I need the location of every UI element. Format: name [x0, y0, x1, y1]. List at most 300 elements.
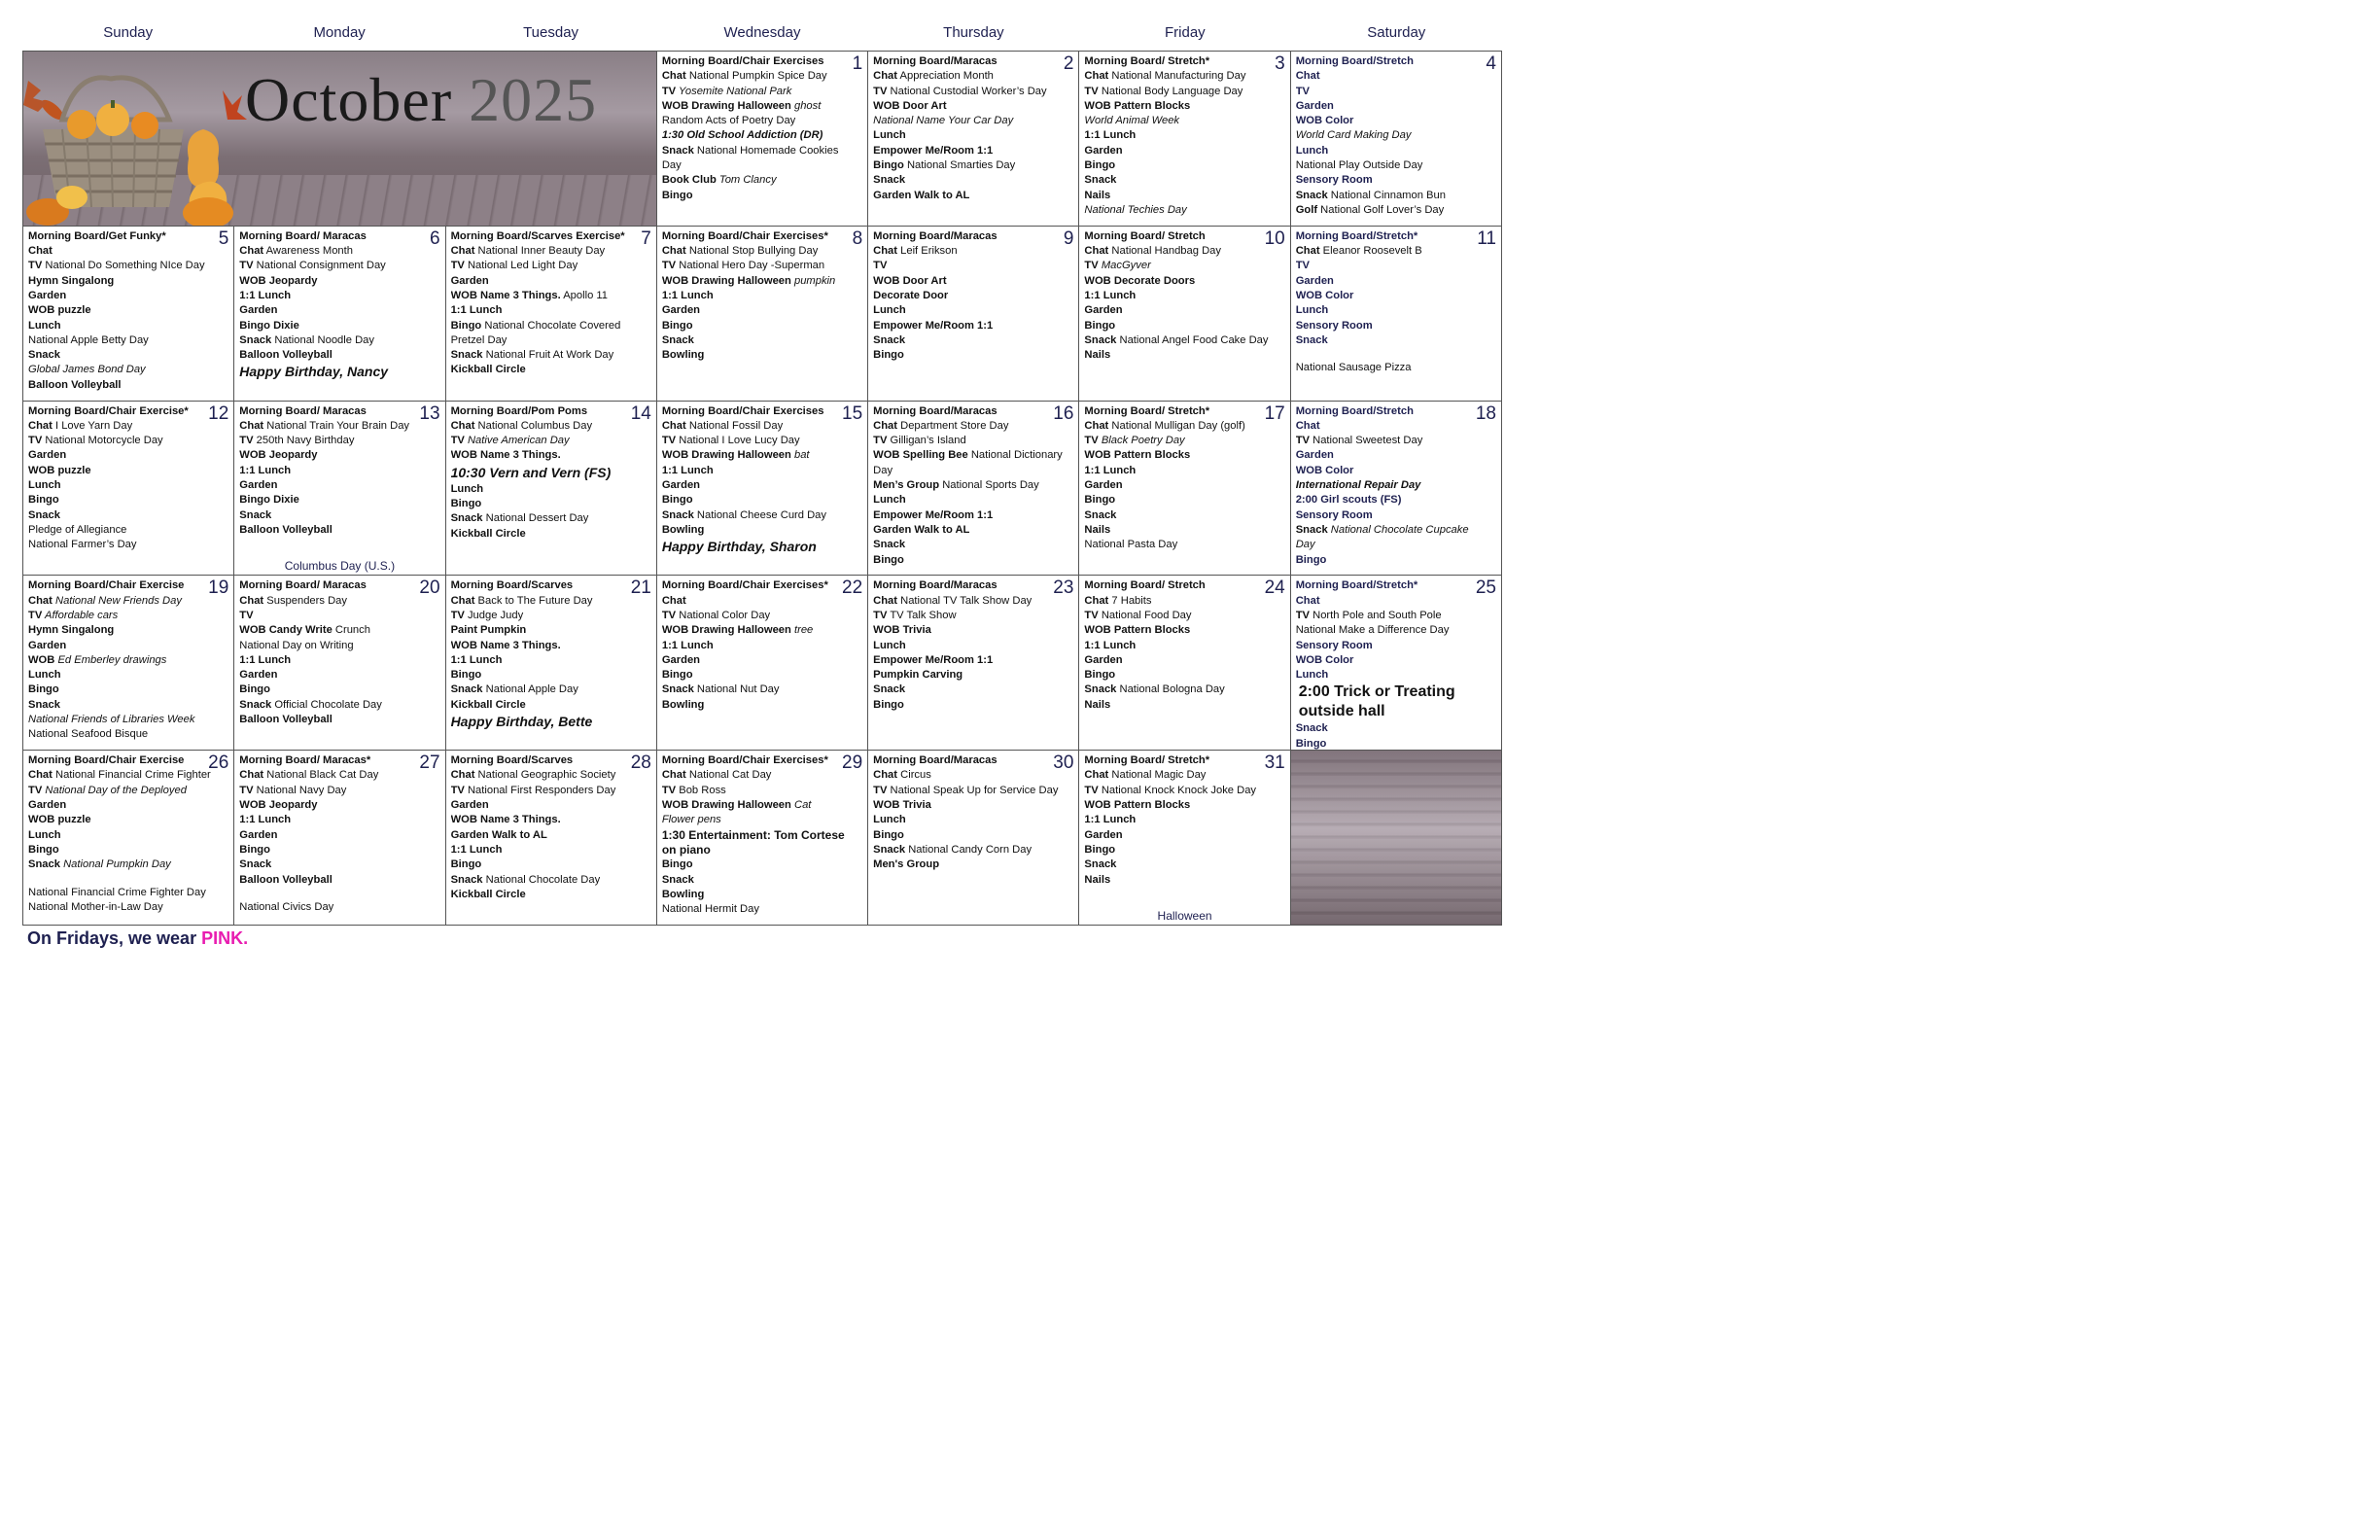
- footer-highlight: PINK.: [201, 928, 249, 948]
- activity-name: Snack: [661, 144, 694, 157]
- activity-name: Lunch: [873, 494, 906, 507]
- activity-name: Morning Board/Maracas: [873, 579, 998, 592]
- activity-line: [451, 623, 656, 638]
- activity-name: Snack: [661, 683, 694, 696]
- activity-name: Lunch: [873, 814, 906, 826]
- activity-line: [239, 434, 444, 448]
- activity-line: [1084, 419, 1289, 434]
- activity-name: Garden: [239, 828, 278, 841]
- activity-name: Snack: [239, 698, 272, 711]
- activity-name: Morning Board/ Maracas: [239, 404, 367, 417]
- activity-line: [1084, 873, 1289, 888]
- activity-name: TV: [450, 609, 465, 621]
- activity-line: [873, 54, 1078, 69]
- observance-text: National Handbag Day: [1108, 245, 1221, 258]
- activity-name: Morning Board/Stretch: [1295, 404, 1414, 417]
- observance-text: National Financial Crime Fighter Day: [28, 886, 206, 898]
- activity-line: [1084, 784, 1289, 798]
- activity-line: [28, 784, 233, 798]
- activity-name: Snack: [1084, 174, 1117, 187]
- observance-text: National Apple Day: [482, 683, 578, 696]
- activity-name: Kickball Circle: [450, 888, 526, 900]
- activity-line: [239, 698, 444, 713]
- activity-name: Chat: [28, 245, 52, 258]
- day-number: 3: [1275, 53, 1285, 74]
- activity-line: [239, 753, 444, 768]
- activity-line: [1084, 478, 1289, 493]
- observance-text: National Consignment Day: [253, 260, 386, 272]
- activity-name: Bingo: [661, 669, 693, 682]
- activity-name: WOB Color: [1295, 464, 1354, 476]
- activity-line: [451, 363, 656, 377]
- day-number: 26: [208, 752, 229, 774]
- activity-name: 1:1 Lunch: [239, 814, 292, 826]
- activity-line: [239, 303, 444, 318]
- activity-name: Snack: [661, 508, 694, 521]
- activity-name: Lunch: [873, 129, 906, 142]
- activity-name: Morning Board/ Stretch*: [1084, 404, 1210, 417]
- activity-line: [451, 858, 656, 872]
- activity-name: Bingo: [28, 494, 59, 507]
- observance-text: National Knock Knock Joke Day: [1098, 784, 1257, 796]
- activity-line: [873, 319, 1078, 333]
- activity-name: 1:1 Lunch: [239, 653, 292, 666]
- activity-line: [662, 843, 867, 858]
- activity-name: Chat: [1084, 769, 1109, 782]
- observance-text: Eleanor Roosevelt B: [1319, 245, 1422, 258]
- activity-name: 1:1 Lunch: [239, 464, 292, 476]
- activity-line: [239, 259, 444, 273]
- observance-italic: Ed Emberley drawings: [54, 653, 167, 666]
- activity-name: Chat: [1295, 419, 1320, 432]
- activity-line: [451, 511, 656, 526]
- observance-italic: bat: [790, 449, 810, 462]
- activity-line: [662, 858, 867, 872]
- activity-name: Garden: [450, 274, 489, 287]
- activity-line: [873, 609, 1078, 623]
- day-cell: [23, 576, 234, 751]
- observance-italic: Native American Day: [464, 435, 570, 447]
- activity-name: TV: [28, 609, 43, 621]
- weekday-sunday: Sunday: [103, 24, 154, 41]
- observance-text: National Hermit Day: [661, 903, 759, 916]
- activity-name: WOB Candy Write: [239, 624, 332, 637]
- activity-line: [28, 244, 233, 259]
- observance-text: National Black Cat Day: [263, 769, 379, 782]
- activity-line: [662, 85, 867, 99]
- observance-italic: ghost: [790, 99, 822, 112]
- activity-line: [1296, 361, 1501, 375]
- activity-line: [28, 609, 233, 623]
- activity-name: Book Club: [661, 174, 717, 187]
- activity-line: [239, 813, 444, 827]
- observance-italic: Cat: [790, 799, 812, 812]
- activity-line: [451, 682, 656, 697]
- activity-name: WOB Drawing Halloween: [661, 99, 791, 112]
- activity-name: WOB Jeopardy: [239, 449, 318, 462]
- observance-text: National Sweetest Day: [1310, 435, 1423, 447]
- activity-line: [1296, 259, 1501, 273]
- activity-name: Bingo: [1084, 319, 1116, 332]
- activity-name: 1:1 Lunch: [239, 289, 292, 301]
- activity-name: Chat: [873, 769, 898, 782]
- activity-line: [873, 578, 1078, 593]
- day-cell: [1079, 227, 1290, 402]
- activity-line: [1084, 508, 1289, 523]
- activity-name: Garden: [239, 304, 278, 317]
- activity-line: [662, 274, 867, 289]
- activity-line: [239, 639, 444, 653]
- observance-text: TV Talk Show: [887, 609, 957, 621]
- activity-name: Chat: [28, 419, 52, 432]
- activity-line: [1084, 128, 1289, 143]
- activity-name: Snack: [1084, 508, 1117, 521]
- activity-name: TV: [1084, 784, 1099, 796]
- activity-line: [873, 828, 1078, 843]
- activity-line: [1084, 54, 1289, 69]
- observance-italic: National Chocolate Cupcake: [1327, 523, 1469, 536]
- activity-line: [1296, 594, 1501, 609]
- activity-line: [1084, 189, 1289, 203]
- activity-name: Bingo: [1084, 159, 1116, 172]
- activity-name: Morning Board/Stretch*: [1295, 229, 1418, 242]
- activity-line: [28, 886, 233, 900]
- activity-line: [1296, 721, 1501, 736]
- activity-line: [451, 244, 656, 259]
- activity-line: [28, 274, 233, 289]
- observance-text: National Seafood Bisque: [28, 728, 149, 741]
- activity-line: [662, 813, 867, 827]
- activity-line: [1296, 85, 1501, 99]
- activity-line: [873, 753, 1078, 768]
- activity-name: WOB Spelling Bee: [873, 449, 968, 462]
- activity-name: Bowling: [661, 349, 705, 362]
- activity-line: [1084, 303, 1289, 318]
- activity-line: [1296, 333, 1501, 348]
- observance-text: National Color Day: [676, 609, 771, 621]
- observance-text: National Fruit At Work Day: [482, 349, 614, 362]
- activity-name: Snack: [873, 333, 906, 346]
- day-cell: [657, 52, 868, 227]
- observance-text: 7 Habits: [1108, 594, 1152, 607]
- activity-line: [1084, 203, 1289, 218]
- activity-line: [873, 333, 1078, 348]
- activity-line: [1296, 419, 1501, 434]
- activity-line: [662, 229, 867, 244]
- activity-name: Bingo: [873, 553, 904, 566]
- activity-name: TV: [873, 85, 888, 97]
- activity-line: [1084, 753, 1289, 768]
- activity-name: Morning Board/Stretch*: [1295, 579, 1418, 592]
- activity-line: [239, 419, 444, 434]
- activity-name: Balloon Volleyball: [239, 523, 332, 536]
- activity-line: [451, 798, 656, 813]
- activity-line: [873, 259, 1078, 273]
- activity-line: [662, 888, 867, 902]
- activity-line: [1084, 99, 1289, 114]
- observance-text: National Golf Lover’s Day: [1317, 203, 1445, 216]
- activity-line: [28, 653, 233, 668]
- activity-name: Chat: [239, 419, 264, 432]
- observance-text: Bob Ross: [676, 784, 726, 796]
- observance-text: National First Responders Day: [464, 784, 616, 796]
- observance-text: National Angel Food Cake Day: [1116, 333, 1269, 346]
- observance-text: Day: [661, 159, 682, 172]
- activity-line: [662, 99, 867, 114]
- activity-line: [873, 784, 1078, 798]
- activity-name: TV: [450, 784, 465, 796]
- observance-text: National Cat Day: [685, 769, 772, 782]
- activity-line: [28, 813, 233, 827]
- day-number: 17: [1264, 402, 1285, 424]
- activity-line: [239, 478, 444, 493]
- observance-text: National Homemade Cookies: [693, 144, 839, 157]
- day-cell: [657, 402, 868, 577]
- activity-name: Chat: [873, 245, 898, 258]
- activity-name: Bingo: [1084, 494, 1116, 507]
- observance-text: National Day on Writing: [239, 639, 354, 651]
- activity-line: [239, 578, 444, 593]
- activity-name: Snack: [1295, 523, 1328, 536]
- observance-italic: National Friends of Libraries Week: [28, 714, 195, 726]
- activity-name: Sensory Room: [1295, 508, 1373, 521]
- activity-line: [1296, 69, 1501, 84]
- highlight-event: Happy Birthday, Nancy: [239, 364, 389, 380]
- activity-name: WOB puzzle: [28, 304, 91, 317]
- activity-name: 1:1 Lunch: [1084, 129, 1137, 142]
- activity-line: [28, 378, 233, 393]
- activity-name: Bingo: [661, 494, 693, 507]
- activity-name: 1:1 Lunch: [450, 843, 503, 856]
- activity-name: Bingo: [239, 843, 270, 856]
- activity-line: [1084, 623, 1289, 638]
- activity-name: Garden: [661, 304, 701, 317]
- activity-name: Snack: [450, 512, 483, 525]
- activity-name: Garden: [661, 653, 701, 666]
- activity-name: WOB Drawing Halloween: [661, 799, 791, 812]
- activity-line: [662, 768, 867, 783]
- day-cell: [446, 751, 657, 926]
- activity-name: Golf: [1295, 203, 1318, 216]
- activity-line: [28, 419, 233, 434]
- pumpkin-basket-illustration: [23, 52, 247, 227]
- activity-line: [1084, 493, 1289, 508]
- activity-name: WOB Name 3 Things.: [450, 289, 561, 301]
- activity-name: WOB: [28, 653, 55, 666]
- activity-name: TV: [661, 260, 677, 272]
- activity-line: [662, 114, 867, 128]
- activity-line: [873, 653, 1078, 668]
- activity-name: Bingo: [1084, 669, 1116, 682]
- activity-name: TV: [1084, 609, 1099, 621]
- activity-name: Morning Board/Scarves: [450, 579, 574, 592]
- observance-text: National I Love Lucy Day: [676, 435, 800, 447]
- activity-name: Morning Board/Chair Exercises: [661, 404, 824, 417]
- day-number: 18: [1475, 402, 1496, 424]
- activity-line: [451, 698, 656, 713]
- activity-line: [873, 478, 1078, 493]
- activity-name: Lunch: [1295, 144, 1329, 157]
- activity-name: Snack: [450, 873, 483, 886]
- activity-line: [1084, 523, 1289, 538]
- activity-line: [451, 289, 656, 303]
- activity-line: [239, 609, 444, 623]
- activity-line: [451, 333, 656, 348]
- activity-name: Bowling: [661, 523, 705, 536]
- day-cell: [1079, 402, 1290, 577]
- activity-name: Morning Board/ Maracas*: [239, 754, 371, 767]
- activity-name: Snack: [239, 858, 272, 871]
- activity-name: TV: [873, 784, 888, 796]
- day-number: 13: [419, 402, 440, 424]
- day-number: 29: [842, 752, 863, 774]
- activity-line: [662, 873, 867, 888]
- activity-line: [451, 768, 656, 783]
- activity-line: [1296, 189, 1501, 203]
- activity-name: Balloon Volleyball: [28, 378, 122, 391]
- activity-name: TV: [1295, 609, 1310, 621]
- observance-text: National Play Outside Day: [1295, 159, 1423, 172]
- day-number: 31: [1264, 752, 1285, 774]
- activity-line: [28, 727, 233, 742]
- observance-text: Leif Erikson: [897, 245, 958, 258]
- activity-name: TV: [239, 609, 254, 621]
- activity-line: [28, 843, 233, 858]
- activity-line: [239, 493, 444, 508]
- day-number: 1: [852, 53, 863, 74]
- activity-line: [873, 128, 1078, 143]
- observance-text: Pledge of Allegiance: [28, 523, 127, 536]
- activity-line: [662, 653, 867, 668]
- activity-name: Morning Board/Chair Exercise: [28, 579, 185, 592]
- activity-line: [1296, 99, 1501, 114]
- activity-line: [451, 404, 656, 419]
- activity-line: [1084, 682, 1289, 697]
- activity-name: Chat: [1084, 70, 1109, 83]
- observance-text: Department Store Day: [897, 419, 1009, 432]
- day-cell: [1079, 576, 1290, 751]
- activity-line: [239, 900, 444, 915]
- activity-line: [662, 828, 867, 843]
- activity-name: Snack: [873, 683, 906, 696]
- observance-italic: Flower pens: [661, 814, 721, 826]
- day-number: 24: [1264, 578, 1285, 599]
- activity-line: [662, 158, 867, 173]
- activity-name: Snack: [661, 873, 694, 886]
- activity-name: Morning Board/Scarves: [450, 754, 574, 767]
- activity-line: [1296, 493, 1501, 508]
- activity-line: [239, 798, 444, 813]
- day-cell: [868, 402, 1079, 577]
- activity-line: [662, 54, 867, 69]
- activity-name: Bingo: [873, 828, 904, 841]
- activity-name: Garden: [28, 449, 67, 462]
- observance-italic: National Pumpkin Day: [59, 858, 171, 871]
- activity-line: [28, 259, 233, 273]
- day-cell: [234, 751, 445, 926]
- activity-name: WOB Jeopardy: [239, 799, 318, 812]
- activity-name: Morning Board/Chair Exercise: [28, 754, 185, 767]
- day-cell: [868, 576, 1079, 751]
- day-cell: [234, 402, 445, 577]
- activity-line: [451, 639, 656, 653]
- observance-text: National Smarties Day: [903, 159, 1016, 172]
- activity-line: [28, 682, 233, 697]
- activity-name: Morning Board/Get Funky*: [28, 229, 166, 242]
- activity-name: Snack: [28, 698, 60, 711]
- observance-text: Random Acts of Poetry Day: [661, 115, 796, 127]
- activity-name: Chat: [450, 594, 475, 607]
- activity-name: Chat: [661, 419, 686, 432]
- activity-line: [662, 434, 867, 448]
- activity-name: WOB puzzle: [28, 814, 91, 826]
- activity-name: 1:1 Lunch: [1084, 289, 1137, 301]
- highlight-event: Happy Birthday, Bette: [450, 714, 593, 730]
- day-number: 10: [1264, 228, 1285, 249]
- activity-name: Snack: [1084, 858, 1117, 871]
- day-cell: [1079, 52, 1290, 227]
- activity-name: Chat: [873, 70, 898, 83]
- footer-message: [27, 928, 248, 949]
- activity-line: [1296, 464, 1501, 478]
- activity-name: Chat: [450, 769, 475, 782]
- activity-name: Hymn Singalong: [28, 624, 115, 637]
- activity-line: [28, 493, 233, 508]
- activity-line: [1084, 639, 1289, 653]
- observance-text: National Train Your Brain Day: [263, 419, 410, 432]
- observance-italic: MacGyver: [1098, 260, 1151, 272]
- activity-line: [662, 594, 867, 609]
- activity-line: [1084, 244, 1289, 259]
- activity-line: [1296, 274, 1501, 289]
- observance-italic: Day: [1295, 539, 1315, 551]
- activity-line: [451, 229, 656, 244]
- weekday-header: [22, 21, 1502, 45]
- day-number: 12: [208, 402, 229, 424]
- activity-line: [662, 902, 867, 917]
- activity-name: Garden Walk to AL: [873, 189, 970, 201]
- activity-name: TV: [450, 435, 465, 447]
- activity-name: Garden: [239, 479, 278, 492]
- activity-name: Balloon Volleyball: [239, 714, 332, 726]
- activity-name: Morning Board/Chair Exercises: [661, 55, 824, 67]
- activity-name: Morning Board/Pom Poms: [450, 404, 588, 417]
- observance-text: National Nut Day: [693, 683, 780, 696]
- activity-line: [239, 229, 444, 244]
- activity-line: [451, 813, 656, 827]
- activity-name: Chat: [1084, 594, 1109, 607]
- day-number: 16: [1053, 402, 1074, 424]
- activity-name: Balloon Volleyball: [239, 349, 332, 362]
- activity-line: [239, 768, 444, 783]
- activity-line: [873, 594, 1078, 609]
- activity-line: [28, 594, 233, 609]
- activity-name: Snack: [1295, 333, 1328, 346]
- activity-line: [662, 244, 867, 259]
- activity-name: Chat: [1084, 419, 1109, 432]
- activity-name: 1:30 Entertainment: Tom Cortese: [661, 827, 845, 842]
- activity-line: [28, 363, 233, 377]
- activity-line: [662, 609, 867, 623]
- activity-name: Kickball Circle: [450, 698, 526, 711]
- activity-line: [28, 538, 233, 552]
- activity-line: [662, 348, 867, 363]
- day-number: 30: [1053, 752, 1074, 774]
- activity-name: Bingo: [873, 698, 904, 711]
- activity-line: [451, 784, 656, 798]
- activity-line: [239, 828, 444, 843]
- activity-line: [873, 682, 1078, 697]
